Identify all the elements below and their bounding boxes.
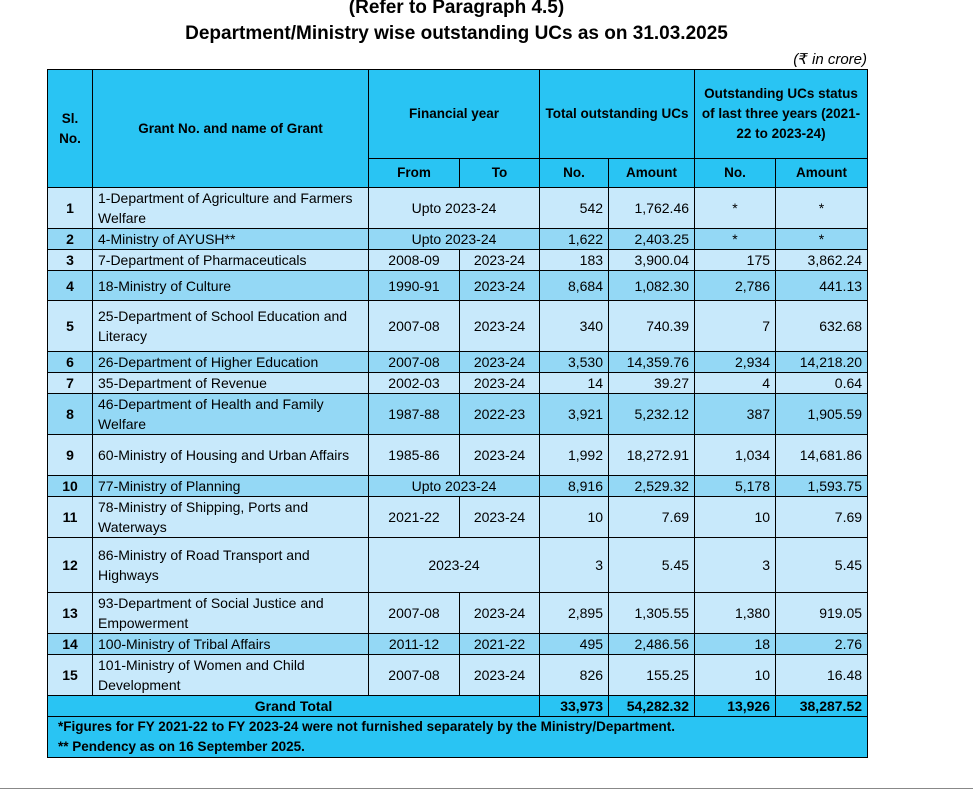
total-no: 1,992 bbox=[540, 435, 609, 476]
header-amount: Amount bbox=[609, 159, 695, 188]
table-row bbox=[48, 476, 868, 497]
last-three-amount: 7.69 bbox=[776, 497, 868, 538]
last-three-no: 1,034 bbox=[695, 435, 776, 476]
year-to: 2023-24 bbox=[460, 373, 540, 394]
last-three-amount: * bbox=[776, 229, 868, 250]
last-three-amount: 16.48 bbox=[776, 655, 868, 696]
total-amount: 7.69 bbox=[609, 497, 695, 538]
total-amount: 5,232.12 bbox=[609, 394, 695, 435]
grand-total-last-three-amount: 38,287.52 bbox=[776, 696, 868, 717]
grant-name: 4-Ministry of AYUSH** bbox=[93, 229, 369, 250]
last-three-no: * bbox=[695, 188, 776, 229]
last-three-no: 4 bbox=[695, 373, 776, 394]
sl-no: 8 bbox=[48, 394, 93, 435]
grant-name: 101-Ministry of Women and Child Development bbox=[93, 655, 369, 696]
last-three-no: 10 bbox=[695, 497, 776, 538]
total-no: 14 bbox=[540, 373, 609, 394]
total-amount: 2,486.56 bbox=[609, 634, 695, 655]
year-to: 2023-24 bbox=[460, 435, 540, 476]
last-three-no: 10 bbox=[695, 655, 776, 696]
grant-name: 93-Department of Social Justice and Empowerment bbox=[93, 593, 369, 634]
reference-heading: (Refer to Paragraph 4.5) bbox=[348, 0, 565, 18]
header-last-three-years: Outstanding UCs status of last three years (2021-22 to 2023-24) bbox=[695, 70, 868, 159]
total-no: 183 bbox=[540, 250, 609, 271]
last-three-amount: 1,905.59 bbox=[776, 394, 868, 435]
grant-name: 1-Department of Agriculture and Farmers Welfare bbox=[93, 188, 369, 229]
header-sl-no: Sl. No. bbox=[48, 70, 93, 188]
total-amount: 18,272.91 bbox=[609, 435, 695, 476]
last-three-amount: 2.76 bbox=[776, 634, 868, 655]
total-amount: 2,403.25 bbox=[609, 229, 695, 250]
year-from: 2007-08 bbox=[369, 301, 460, 352]
grand-total-row bbox=[48, 696, 868, 717]
footnote-1: *Figures for FY 2021-22 to FY 2023-24 were not furnished separately by the Ministry/Department. bbox=[58, 719, 675, 734]
table-row bbox=[48, 394, 868, 435]
page-title: Department/Ministry wise outstanding UCs as on 31.03.2025 bbox=[185, 23, 728, 44]
grant-name: 35-Department of Revenue bbox=[93, 373, 369, 394]
total-no: 340 bbox=[540, 301, 609, 352]
year-from: 1987-88 bbox=[369, 394, 460, 435]
total-no: 3,530 bbox=[540, 352, 609, 373]
grant-name: 18-Ministry of Culture bbox=[93, 271, 369, 301]
last-three-no: 387 bbox=[695, 394, 776, 435]
last-three-no: 175 bbox=[695, 250, 776, 271]
total-amount: 39.27 bbox=[609, 373, 695, 394]
header-grant: Grant No. and name of Grant bbox=[93, 70, 369, 188]
total-amount: 1,305.55 bbox=[609, 593, 695, 634]
total-amount: 5.45 bbox=[609, 538, 695, 593]
grand-total-label: Grand Total bbox=[48, 696, 540, 717]
last-three-no: * bbox=[695, 229, 776, 250]
last-three-amount: 919.05 bbox=[776, 593, 868, 634]
year-from: 1985-86 bbox=[369, 435, 460, 476]
header-amount-last-three: Amount bbox=[776, 159, 868, 188]
year-to: 2023-24 bbox=[460, 352, 540, 373]
last-three-amount: * bbox=[776, 188, 868, 229]
unit-note: (₹ in crore) bbox=[793, 51, 867, 68]
last-three-amount: 1,593.75 bbox=[776, 476, 868, 497]
year-to: 2023-24 bbox=[460, 271, 540, 301]
total-amount: 2,529.32 bbox=[609, 476, 695, 497]
last-three-no: 3 bbox=[695, 538, 776, 593]
year-to: 2023-24 bbox=[460, 250, 540, 271]
year-from: 1990-91 bbox=[369, 271, 460, 301]
sl-no: 4 bbox=[48, 271, 93, 301]
table-row bbox=[48, 301, 868, 352]
year-to: 2022-23 bbox=[460, 394, 540, 435]
last-three-no: 18 bbox=[695, 634, 776, 655]
total-amount: 1,082.30 bbox=[609, 271, 695, 301]
total-no: 3 bbox=[540, 538, 609, 593]
last-three-no: 7 bbox=[695, 301, 776, 352]
table-row bbox=[48, 250, 868, 271]
table-row bbox=[48, 593, 868, 634]
sl-no: 6 bbox=[48, 352, 93, 373]
year-from: 2002-03 bbox=[369, 373, 460, 394]
footnotes bbox=[48, 717, 868, 758]
header-from: From bbox=[369, 159, 460, 188]
table-row bbox=[48, 497, 868, 538]
last-three-amount: 441.13 bbox=[776, 271, 868, 301]
table-row bbox=[48, 538, 868, 593]
last-three-amount: 632.68 bbox=[776, 301, 868, 352]
table-row bbox=[48, 373, 868, 394]
last-three-amount: 14,218.20 bbox=[776, 352, 868, 373]
sl-no: 12 bbox=[48, 538, 93, 593]
sl-no: 1 bbox=[48, 188, 93, 229]
financial-year: 2023-24 bbox=[369, 538, 540, 593]
last-three-amount: 5.45 bbox=[776, 538, 868, 593]
year-to: 2023-24 bbox=[460, 497, 540, 538]
sl-no: 10 bbox=[48, 476, 93, 497]
total-no: 8,916 bbox=[540, 476, 609, 497]
total-no: 3,921 bbox=[540, 394, 609, 435]
header-no-last-three: No. bbox=[695, 159, 776, 188]
grand-total-last-three-no: 13,926 bbox=[695, 696, 776, 717]
grant-name: 46-Department of Health and Family Welfare bbox=[93, 394, 369, 435]
total-amount: 1,762.46 bbox=[609, 188, 695, 229]
total-no: 8,684 bbox=[540, 271, 609, 301]
year-from: 2007-08 bbox=[369, 352, 460, 373]
header-no: No. bbox=[540, 159, 609, 188]
sl-no: 3 bbox=[48, 250, 93, 271]
grand-total-amount: 54,282.32 bbox=[609, 696, 695, 717]
total-no: 10 bbox=[540, 497, 609, 538]
sl-no: 7 bbox=[48, 373, 93, 394]
table-row bbox=[48, 655, 868, 696]
total-no: 826 bbox=[540, 655, 609, 696]
year-from: 2011-12 bbox=[369, 634, 460, 655]
year-from: 2007-08 bbox=[369, 593, 460, 634]
table-row bbox=[48, 352, 868, 373]
grant-name: 25-Department of School Education and Literacy bbox=[93, 301, 369, 352]
header-total-outstanding: Total outstanding UCs bbox=[540, 70, 695, 159]
grant-name: 100-Ministry of Tribal Affairs bbox=[93, 634, 369, 655]
year-to: 2023-24 bbox=[460, 655, 540, 696]
total-amount: 155.25 bbox=[609, 655, 695, 696]
table-row bbox=[48, 271, 868, 301]
sl-no: 15 bbox=[48, 655, 93, 696]
footnote-row bbox=[48, 717, 868, 758]
table-row bbox=[48, 435, 868, 476]
financial-year: Upto 2023-24 bbox=[369, 188, 540, 229]
sl-no: 14 bbox=[48, 634, 93, 655]
sl-no: 13 bbox=[48, 593, 93, 634]
last-three-no: 2,934 bbox=[695, 352, 776, 373]
grant-name: 77-Ministry of Planning bbox=[93, 476, 369, 497]
total-amount: 740.39 bbox=[609, 301, 695, 352]
year-from: 2007-08 bbox=[369, 655, 460, 696]
last-three-amount: 14,681.86 bbox=[776, 435, 868, 476]
sl-no: 2 bbox=[48, 229, 93, 250]
grant-name: 7-Department of Pharmaceuticals bbox=[93, 250, 369, 271]
grant-name: 86-Ministry of Road Transport and Highways bbox=[93, 538, 369, 593]
header-financial-year: Financial year bbox=[369, 70, 540, 159]
total-no: 542 bbox=[540, 188, 609, 229]
total-amount: 3,900.04 bbox=[609, 250, 695, 271]
sl-no: 9 bbox=[48, 435, 93, 476]
grant-name: 26-Department of Higher Education bbox=[93, 352, 369, 373]
sl-no: 11 bbox=[48, 497, 93, 538]
outstanding-ucs-table bbox=[47, 69, 868, 758]
table-row bbox=[48, 188, 868, 229]
financial-year: Upto 2023-24 bbox=[369, 229, 540, 250]
table-row bbox=[48, 229, 868, 250]
last-three-amount: 0.64 bbox=[776, 373, 868, 394]
grand-total-no: 33,973 bbox=[540, 696, 609, 717]
grant-name: 60-Ministry of Housing and Urban Affairs bbox=[93, 435, 369, 476]
bottom-divider bbox=[0, 788, 973, 789]
year-to: 2023-24 bbox=[460, 593, 540, 634]
grant-name: 78-Ministry of Shipping, Ports and Waterways bbox=[93, 497, 369, 538]
year-from: 2021-22 bbox=[369, 497, 460, 538]
total-no: 1,622 bbox=[540, 229, 609, 250]
total-no: 495 bbox=[540, 634, 609, 655]
last-three-no: 5,178 bbox=[695, 476, 776, 497]
year-to: 2023-24 bbox=[460, 301, 540, 352]
year-from: 2008-09 bbox=[369, 250, 460, 271]
last-three-amount: 3,862.24 bbox=[776, 250, 868, 271]
table-row bbox=[48, 634, 868, 655]
last-three-no: 1,380 bbox=[695, 593, 776, 634]
total-no: 2,895 bbox=[540, 593, 609, 634]
last-three-no: 2,786 bbox=[695, 271, 776, 301]
year-to: 2021-22 bbox=[460, 634, 540, 655]
total-amount: 14,359.76 bbox=[609, 352, 695, 373]
footnote-2: ** Pendency as on 16 September 2025. bbox=[58, 739, 305, 754]
sl-no: 5 bbox=[48, 301, 93, 352]
financial-year: Upto 2023-24 bbox=[369, 476, 540, 497]
header-to: To bbox=[460, 159, 540, 188]
